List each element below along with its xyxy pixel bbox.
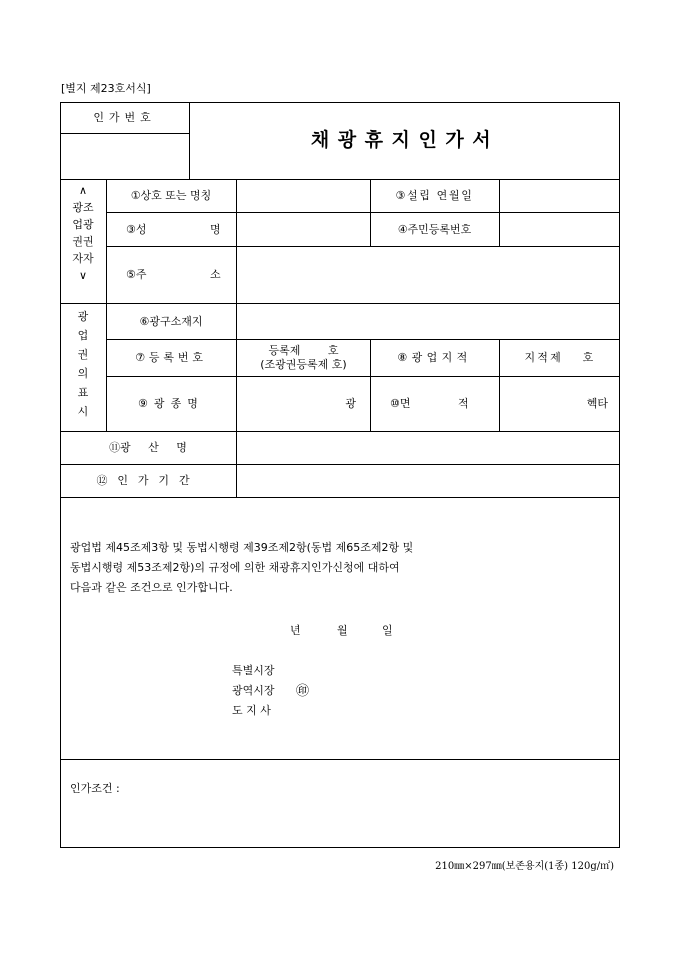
form-title: 채광휴지인가서 <box>310 129 500 152</box>
side-char: 자자 <box>72 252 94 265</box>
permit-period-field[interactable] <box>237 465 620 497</box>
side-char: 업 <box>77 329 89 342</box>
person-name-field[interactable] <box>237 213 370 246</box>
statement-line: 동법시행령 제53조제2항)의 규정에 의한 채광휴지인가신청에 대하여 <box>70 561 400 574</box>
permit-no-label: 인가번호 <box>93 111 156 125</box>
statement-line: 다음과 같은 조건으로 인가합니다. <box>70 581 233 594</box>
statement-line: 광업법 제45조제3항 및 동법시행령 제39조제2항(동법 제65조제2항 및 <box>70 541 414 554</box>
person-name-label: ③성 명 <box>126 222 221 236</box>
side-char: ∨ <box>78 269 88 282</box>
mineral-field[interactable] <box>237 377 370 431</box>
date-year: 년 <box>290 624 301 637</box>
address-field[interactable] <box>237 247 620 303</box>
mining-map-label: ⑧광업지적 <box>397 351 472 365</box>
resident-no-label: ④주민등록번호 <box>397 222 472 236</box>
address-label: ⑤주 소 <box>126 268 221 282</box>
side-char: 광조 <box>72 201 94 214</box>
side-char: 권 <box>77 348 89 361</box>
permit-no-field[interactable] <box>60 134 189 179</box>
seal-icon: ㊞ <box>296 684 310 699</box>
permit-period-label: ⑫인가기간 <box>96 474 200 488</box>
reg-no-label: ⑦등록번호 <box>135 351 207 365</box>
address-label-cell <box>106 247 236 303</box>
mine-name-label: ⑪광 산 명 <box>109 441 187 455</box>
mineral-suffix: 광 <box>345 397 356 411</box>
issuer-metro-city: 광역시장 <box>232 684 275 697</box>
mining-right-side-label <box>60 307 106 421</box>
mineral-label: ⑨광종명 <box>138 397 204 411</box>
issuer-governor: 도 지 사 <box>232 704 271 717</box>
reg-no-line2: (조광권등록제 호) <box>260 358 347 371</box>
map-no-field[interactable]: 지적제 호 <box>524 351 596 365</box>
side-char: 업광 <box>72 218 94 231</box>
form-number: [별지 제23호서식] <box>61 82 151 95</box>
company-name-label: ①상호 또는 명칭 <box>130 189 212 203</box>
founded-date-field[interactable] <box>500 180 620 212</box>
side-char: 광 <box>77 310 89 323</box>
area-unit: 헥타 <box>586 397 608 411</box>
side-char: ∧ <box>78 184 88 197</box>
divider <box>60 497 620 498</box>
mine-name-field[interactable] <box>237 432 620 464</box>
date-day: 일 <box>382 624 393 637</box>
side-char: 의 <box>77 367 89 380</box>
company-name-field[interactable] <box>237 180 370 212</box>
founded-date-label: ③설립 연월일 <box>395 189 474 203</box>
area-label: ⑩면 적 <box>390 397 469 411</box>
paper-spec: 210㎜×297㎜(보존용지(1종) 120g/㎡) <box>435 861 614 872</box>
side-char: 시 <box>77 405 89 418</box>
area-label-cell <box>370 377 499 431</box>
issuer-special-city: 특별시장 <box>232 664 275 677</box>
reg-no-header <box>237 340 370 376</box>
mine-location-field[interactable] <box>237 304 620 339</box>
area-field[interactable] <box>500 377 620 431</box>
side-char: 표 <box>77 386 89 399</box>
mine-location-label: ⑥광구소재지 <box>139 314 203 328</box>
side-char: 권권 <box>72 235 94 248</box>
person-name-label-cell <box>106 213 236 246</box>
divider <box>60 759 620 760</box>
permit-statement <box>70 538 600 598</box>
date-month: 월 <box>337 624 348 637</box>
resident-no-field[interactable] <box>500 213 620 246</box>
conditions-field[interactable] <box>140 772 610 838</box>
applicant-side-label <box>60 182 106 284</box>
reg-no-line1: 등록제 호 <box>268 344 339 358</box>
conditions-label: 인가조건 : <box>70 782 120 795</box>
